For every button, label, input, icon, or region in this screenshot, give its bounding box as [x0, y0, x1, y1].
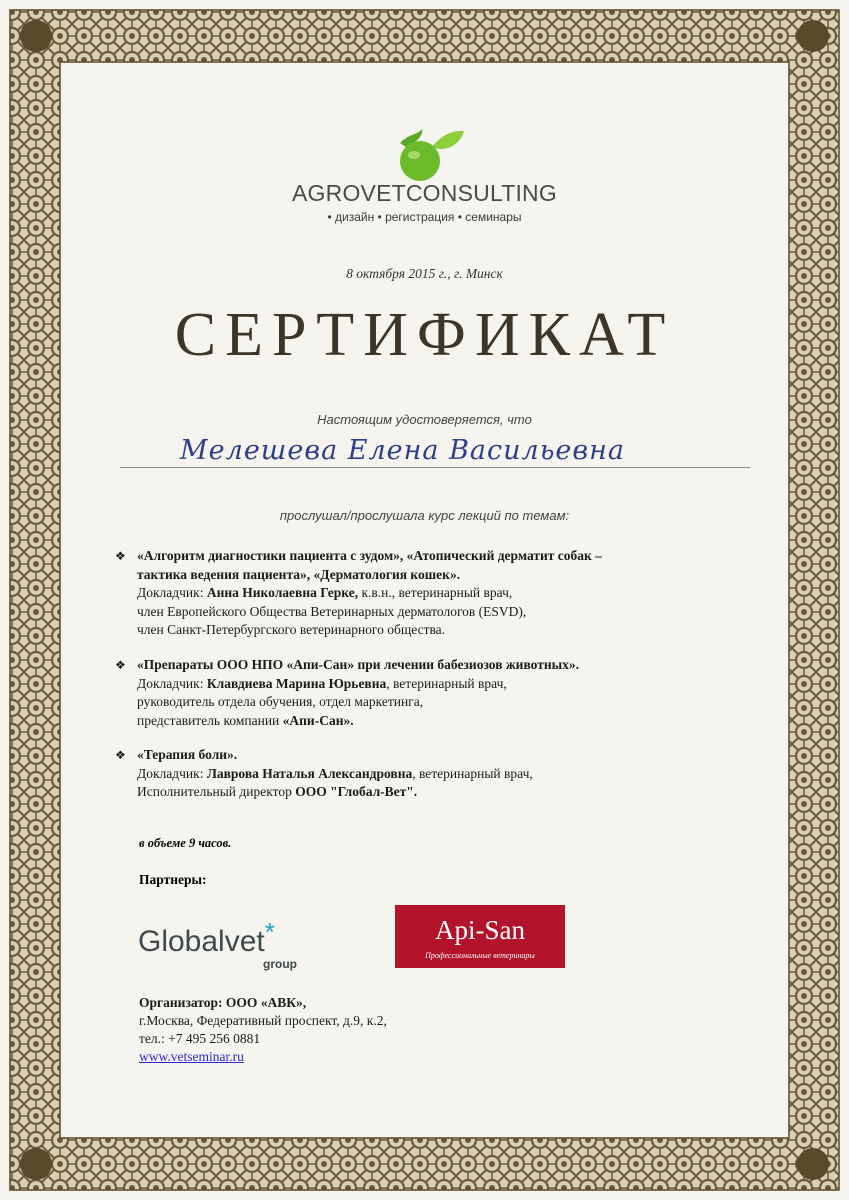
speaker-label: Докладчик: [137, 765, 204, 781]
certify-text: Настоящим удостоверяется, что [317, 412, 532, 427]
speaker-label: Докладчик: [137, 675, 204, 691]
speaker-info-prefix: представитель компании [137, 712, 280, 728]
logo-tagline: • дизайн • регистрация • семинары [327, 210, 522, 224]
apisan-name: Api-San [435, 915, 525, 945]
topic-title: «Препараты ООО НПО «Апи-Сан» при лечении бабезиозов животных». [137, 657, 580, 672]
bullet-icon: ❖ [115, 748, 126, 762]
organizer-block [139, 994, 387, 1066]
course-intro: прослушал/прослушала курс лекций по темам: [279, 508, 570, 523]
globalvet-logo [138, 917, 275, 959]
organizer-address: г.Москва, Федеративный проспект, д.9, к.2, [139, 1013, 387, 1028]
bullet-icon: ❖ [115, 549, 126, 563]
recipient-underline [120, 467, 750, 468]
certificate-date: 8 октября 2015 г., г. Минск [346, 266, 503, 281]
speaker-label: Докладчик: [137, 585, 204, 600]
globalvet-group: group [263, 957, 297, 971]
organizer-title-text: Организатор: ООО «АВК», [139, 995, 307, 1010]
organizer-website-link[interactable]: www.vetseminar.ru [139, 1049, 244, 1064]
speaker-name: Анна Николаевна Герке, [206, 585, 359, 600]
topic-speaker [120, 584, 700, 603]
speaker-info [120, 712, 700, 731]
topic-item [115, 656, 700, 730]
organizer-title [139, 994, 387, 1012]
topic-speaker [120, 675, 700, 694]
topic-item [115, 746, 700, 802]
speaker-info-prefix: Исполнительный директор [137, 784, 292, 799]
course-volume: в объеме 9 часов. [139, 836, 232, 850]
speaker-name: Лаврова Наталья Александровна [206, 765, 413, 781]
topic-title: «Алгоритм диагностики пациента с зудом», «Атопический дерматит собак – [137, 548, 602, 563]
company-name: ООО "Глобал-Вет". [295, 784, 418, 799]
topic-speaker [120, 765, 700, 784]
apisan-subtitle: Профессиональные ветеринары [425, 951, 535, 960]
logo-name: AGROVETCONSULTING [292, 180, 557, 206]
speaker-detail: , ветеринарный врач, [386, 675, 507, 691]
recipient-name: Мелешева Елена Васильевна [180, 435, 626, 466]
globalvet-name: Globalvet [138, 925, 265, 958]
certificate-title: СЕРТИФИКАТ [174, 301, 675, 369]
asterisk-icon: * [264, 917, 275, 947]
logo-wordmark [0, 180, 849, 207]
speaker-detail: , ветеринарный врач, [412, 765, 533, 781]
speaker-detail: к.в.н., ветеринарный врач, [361, 585, 513, 600]
partners-title: Партнеры: [139, 872, 207, 887]
speaker-info: член Санкт-Петербургского ветеринарного общества. [137, 622, 446, 637]
apisan-logo [395, 905, 565, 968]
topic-title: тактика ведения пациента», «Дерматология кошек». [137, 566, 461, 582]
organizer-phone: тел.: +7 495 256 0881 [139, 1031, 261, 1046]
company-name: «Апи-Сан». [282, 712, 354, 728]
topic-item [115, 547, 700, 640]
speaker-info: руководитель отдела обучения, отдел маркетинга, [137, 694, 424, 709]
speaker-info [120, 783, 700, 802]
speaker-name: Клавдиева Марина Юрьевна [206, 675, 387, 691]
bullet-icon: ❖ [115, 658, 126, 672]
apple-logo-icon [388, 125, 468, 183]
speaker-info: член Европейского Общества Ветеринарных дерматологов (ESVD), [137, 603, 527, 619]
topic-title: «Терапия боли». [137, 747, 238, 762]
